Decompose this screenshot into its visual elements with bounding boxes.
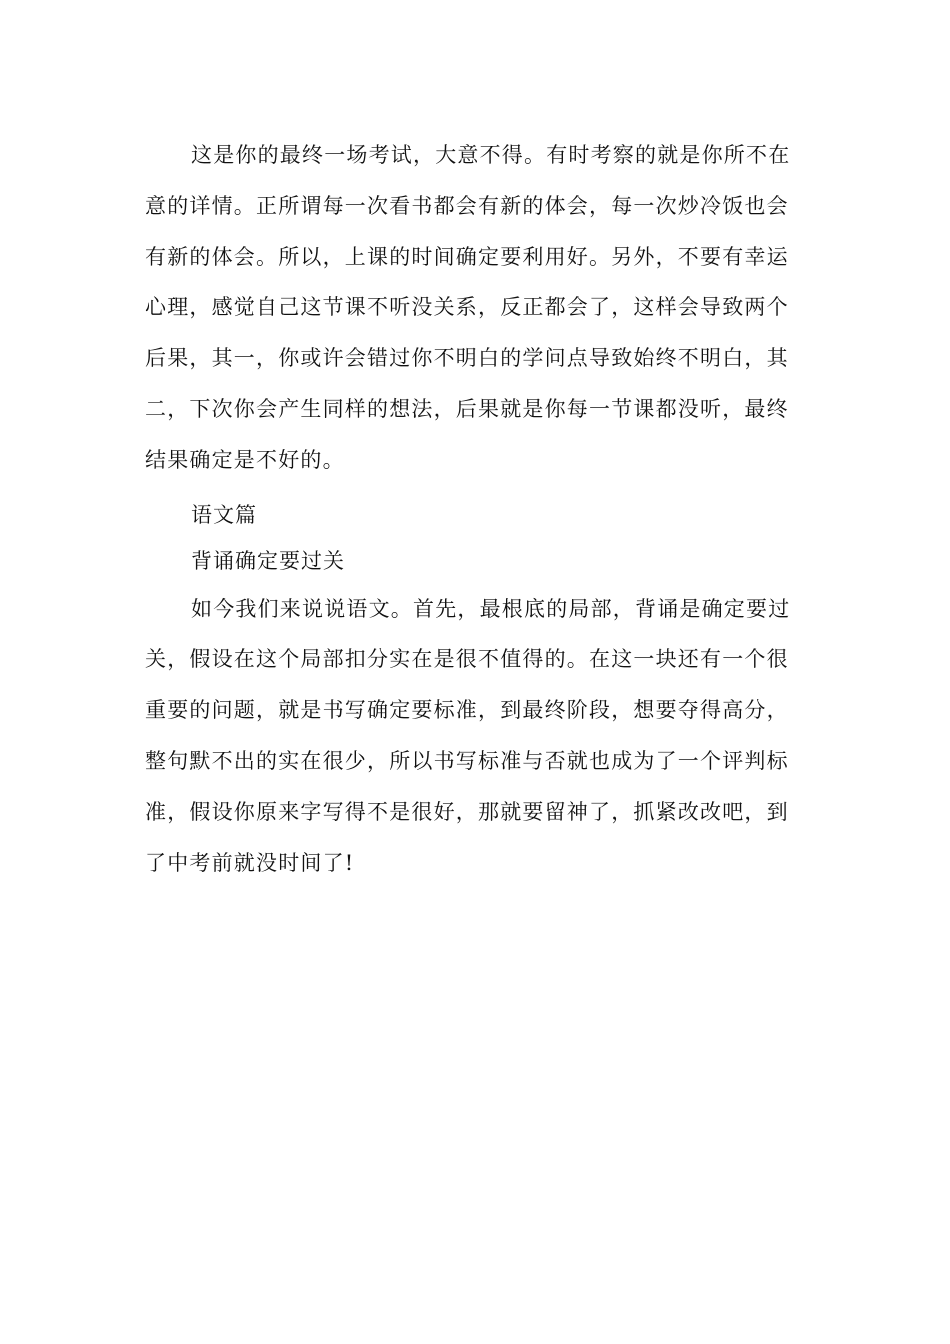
paragraph-line: 重要的问题，就是书写确定要标准，到最终阶段，想要夺得高分， <box>145 698 789 723</box>
paragraph-line: 准，假设你原来字写得不是很好，那就要留神了，抓紧改改吧，到 <box>145 799 789 824</box>
paragraph-line: 心理，感觉自己这节课不听没关系，反正都会了，这样会导致两个 <box>145 295 789 320</box>
document-body <box>145 130 807 888</box>
paragraph-line: 这是你的最终一场考试，大意不得。有时考察的就是你所不在 <box>191 143 791 167</box>
paragraph-line: 了中考前就没时间了! <box>145 850 355 875</box>
paragraph-line: 如今我们来说说语文。首先，最根底的局部，背诵是确定要过 <box>191 596 791 621</box>
paragraph-line: 整句默不出的实在很少，所以书写标准与否就也成为了一个评判标 <box>145 748 789 773</box>
paragraph-chinese-advice <box>145 584 807 889</box>
paragraph-study-advice <box>145 130 807 486</box>
paragraph-line: 意的详情。正所谓每一次看书都会有新的体会，每一次炒冷饭也会 <box>145 193 789 218</box>
paragraph-line: 后果，其一，你或许会错过你不明白的学问点导致始终不明白，其 <box>145 346 789 371</box>
paragraph-line: 有新的体会。所以，上课的时间确定要利用好。另外，不要有幸运 <box>145 244 789 269</box>
paragraph-line: 关，假设在这个局部扣分实在是很不值得的。在这一块还有一个很 <box>145 647 789 672</box>
section-title: 语文篇 <box>191 502 257 527</box>
paragraph-line: 结果确定是不好的。 <box>145 447 345 472</box>
subsection-title: 背诵确定要过关 <box>191 548 345 573</box>
paragraph-line: 二，下次你会产生同样的想法，后果就是你每一节课都没听，最终 <box>145 396 789 421</box>
